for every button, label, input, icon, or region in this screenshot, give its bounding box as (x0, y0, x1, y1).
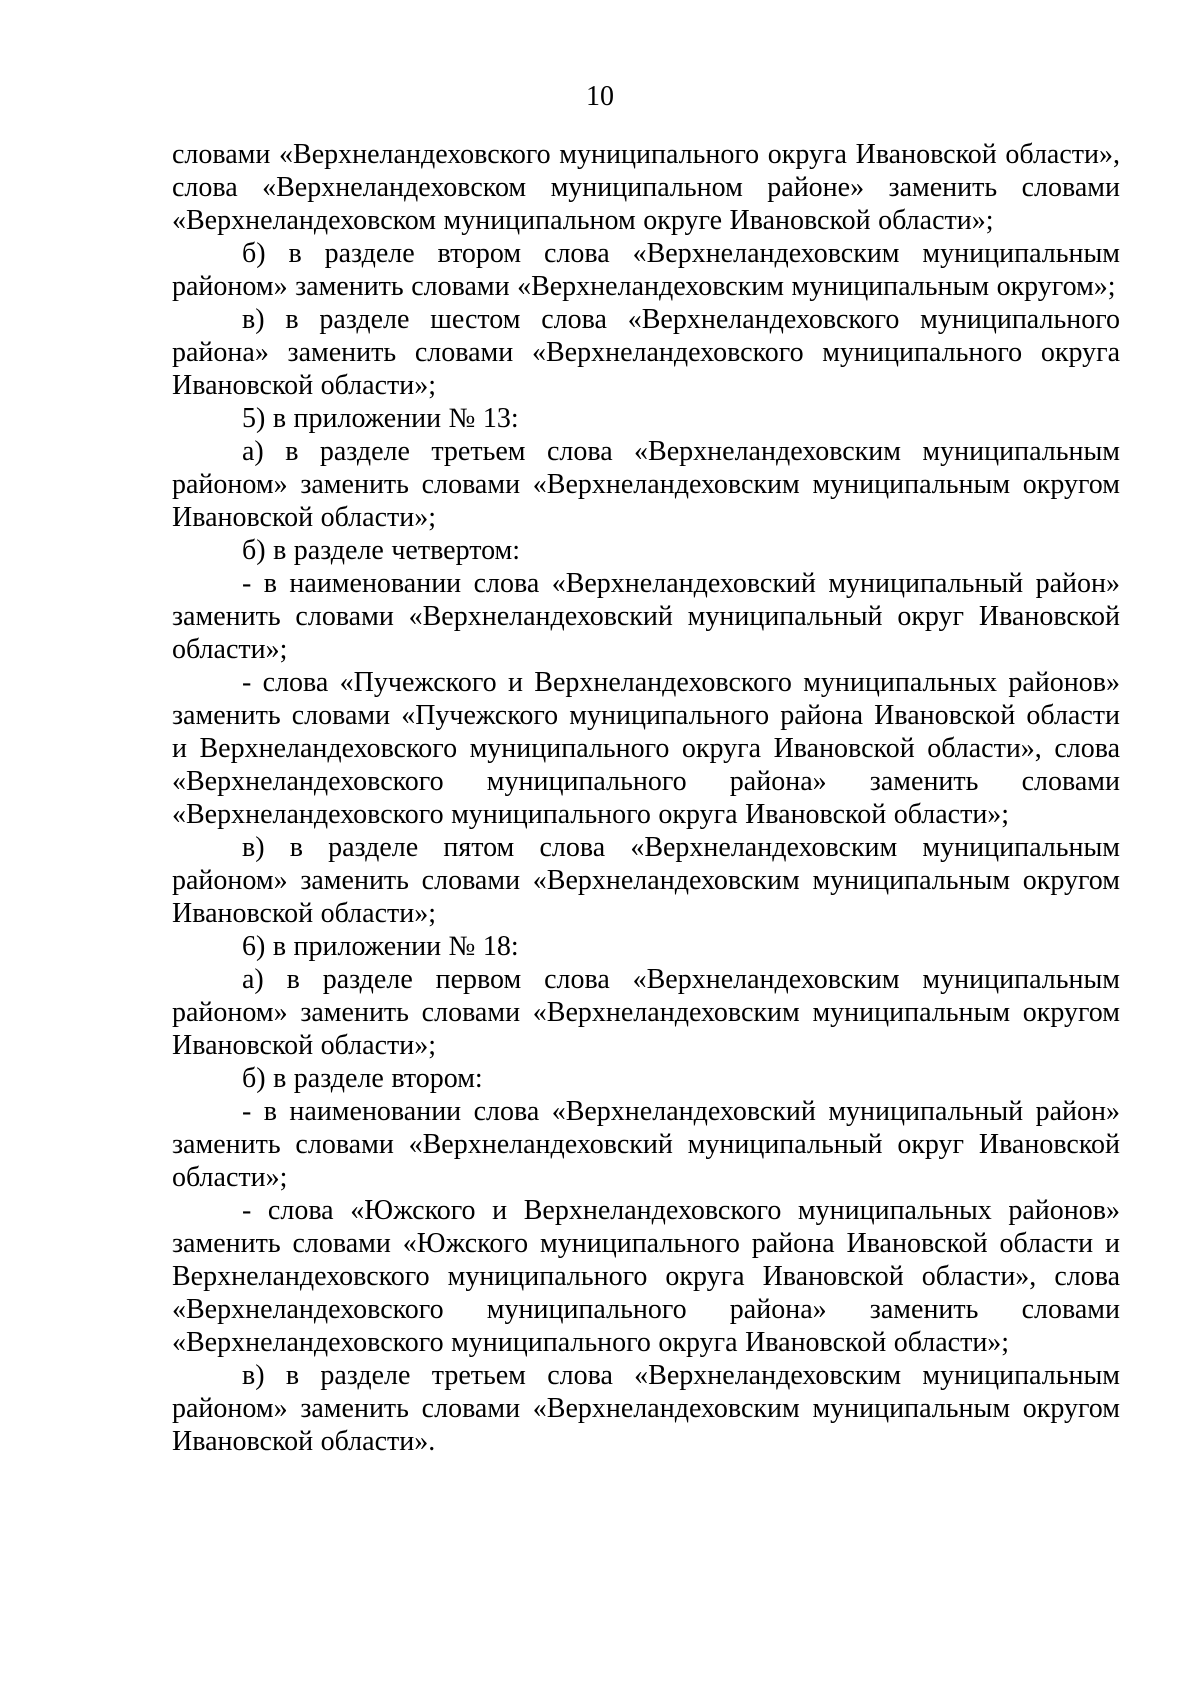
paragraph: 6) в приложении № 18: (242, 931, 519, 962)
paragraph-continuation: словами «Верхнеландеховского муниципального округа Ивановской области», слова «Верхнеландеховском муниципальном районе» заменить словами «Верхнеландеховском муниципальном округе Ивановской области»; (172, 139, 1120, 236)
paragraph: - слова «Пучежского и Верхнеландеховского муниципальных районов» заменить словами «Пучежского муниципального района Ивановской области и Верхнеландеховского муниципального округа Ивановской области», слова «Верхнеландеховского муниципального района» заменить словами «Верхнеландеховского муниципального округа Ивановской области»; (172, 667, 1120, 830)
paragraph: б) в разделе втором: (242, 1063, 483, 1094)
paragraph: в) в разделе третьем слова «Верхнеландеховским муниципальным районом» заменить словами «Верхнеландеховским муниципальным округом Ивановской области». (172, 1360, 1120, 1457)
document-body (172, 138, 1120, 1458)
page-number: 10 (586, 81, 614, 112)
paragraph: а) в разделе первом слова «Верхнеландеховским муниципальным районом» заменить словами «Верхнеландеховским муниципальным округом Ивановской области»; (172, 964, 1120, 1061)
paragraph: - в наименовании слова «Верхнеландеховский муниципальный район» заменить словами «Верхнеландеховский муниципальный округ Ивановской области»; (172, 568, 1120, 665)
paragraph: 5) в приложении № 13: (242, 403, 519, 434)
paragraph: - в наименовании слова «Верхнеландеховский муниципальный район» заменить словами «Верхнеландеховский муниципальный округ Ивановской области»; (172, 1096, 1120, 1193)
paragraph: в) в разделе пятом слова «Верхнеландеховским муниципальным районом» заменить словами «Верхнеландеховским муниципальным округом Ивановской области»; (172, 832, 1120, 929)
paragraph: б) в разделе втором слова «Верхнеландеховским муниципальным районом» заменить словами «Верхнеландеховским муниципальным округом»; (172, 238, 1120, 302)
paragraph: в) в разделе шестом слова «Верхнеландеховского муниципального района» заменить словами «Верхнеландеховского муниципального округа Ивановской области»; (172, 304, 1120, 401)
paragraph: а) в разделе третьем слова «Верхнеландеховским муниципальным районом» заменить словами «Верхнеландеховским муниципальным округом Ивановской области»; (172, 436, 1120, 533)
paragraph: - слова «Южского и Верхнеландеховского муниципальных районов» заменить словами «Южского муниципального района Ивановской области и Верхнеландеховского муниципального округа Ивановской области», слова «Верхнеландеховского муниципального района» заменить словами «Верхнеландеховского муниципального округа Ивановской области»; (172, 1195, 1120, 1358)
paragraph: б) в разделе четвертом: (242, 535, 521, 566)
